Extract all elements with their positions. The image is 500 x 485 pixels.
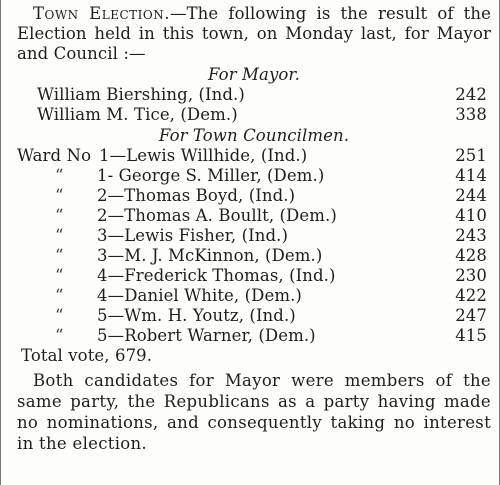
vote-count: 422 bbox=[455, 286, 487, 305]
ditto-mark: “ bbox=[55, 186, 64, 205]
mayor-result-row bbox=[17, 105, 491, 125]
vote-count: 251 bbox=[455, 146, 487, 165]
council-result-row bbox=[17, 146, 491, 166]
ditto-mark: “ bbox=[55, 286, 64, 305]
mayor-result-row bbox=[17, 85, 491, 105]
vote-count: 243 bbox=[455, 226, 487, 245]
mayor-results bbox=[17, 85, 491, 125]
council-candidate: 4—Frederick Thomas, (Ind.) bbox=[97, 266, 336, 285]
candidate-name: William Biershing, (Ind.) bbox=[37, 85, 245, 104]
vote-count: 415 bbox=[455, 326, 487, 345]
vote-count: 338 bbox=[455, 105, 487, 124]
council-candidate: 2—Thomas A. Boullt, (Dem.) bbox=[97, 206, 337, 225]
council-candidate: 1- George S. Miller, (Dem.) bbox=[97, 166, 325, 185]
council-results bbox=[17, 146, 491, 346]
council-candidate: 4—Daniel White, (Dem.) bbox=[97, 286, 302, 305]
vote-count: 230 bbox=[455, 266, 487, 285]
total-vote: Total vote, 679. bbox=[21, 346, 153, 365]
ditto-mark: “ bbox=[55, 306, 64, 325]
vote-count: 247 bbox=[455, 306, 487, 325]
council-candidate: 2—Thomas Boyd, (Ind.) bbox=[97, 186, 296, 205]
council-candidate: 3—M. J. McKinnon, (Dem.) bbox=[97, 246, 323, 265]
article-heading: Town Election. bbox=[33, 4, 170, 23]
council-result-row bbox=[17, 206, 491, 226]
council-result-row bbox=[17, 166, 491, 186]
council-result-row bbox=[17, 226, 491, 246]
ditto-mark: “ bbox=[55, 266, 64, 285]
article-intro bbox=[17, 4, 491, 64]
council-candidate: 1—Lewis Willhide, (Ind.) bbox=[99, 146, 308, 165]
ditto-mark: “ bbox=[55, 246, 64, 265]
council-result-row bbox=[17, 326, 491, 346]
vote-count: 410 bbox=[455, 206, 487, 225]
ditto-mark: “ bbox=[55, 326, 64, 345]
council-result-row bbox=[17, 286, 491, 306]
ditto-mark: “ bbox=[55, 226, 64, 245]
vote-count: 244 bbox=[455, 186, 487, 205]
intro-text: —The following is the result of the Election held in this town, on Monday last, for Mayor and Council :— bbox=[17, 4, 491, 63]
ward-prefix: Ward No bbox=[17, 146, 92, 165]
ditto-mark: “ bbox=[55, 206, 64, 225]
candidate-name: William M. Tice, (Dem.) bbox=[37, 105, 238, 124]
council-result-row bbox=[17, 246, 491, 266]
vote-count: 414 bbox=[455, 166, 487, 185]
council-candidate: 5—Robert Warner, (Dem.) bbox=[97, 326, 316, 345]
election-article bbox=[17, 4, 491, 454]
ditto-mark: “ bbox=[55, 166, 64, 185]
vote-count: 242 bbox=[455, 85, 487, 104]
vote-count: 428 bbox=[455, 246, 487, 265]
closing-paragraph: Both candidates for Mayor were members of the same party, the Republicans as a party having made no nominations, and consequently taking no interest in the election. bbox=[17, 371, 491, 453]
council-candidate: 5—Wm. H. Youtz, (Ind.) bbox=[97, 306, 296, 325]
mayor-subhead: For Mayor. bbox=[208, 65, 300, 84]
council-result-row bbox=[17, 306, 491, 326]
council-subhead: For Town Councilmen. bbox=[158, 126, 350, 145]
council-result-row bbox=[17, 186, 491, 206]
council-candidate: 3—Lewis Fisher, (Ind.) bbox=[97, 226, 289, 245]
council-result-row bbox=[17, 266, 491, 286]
